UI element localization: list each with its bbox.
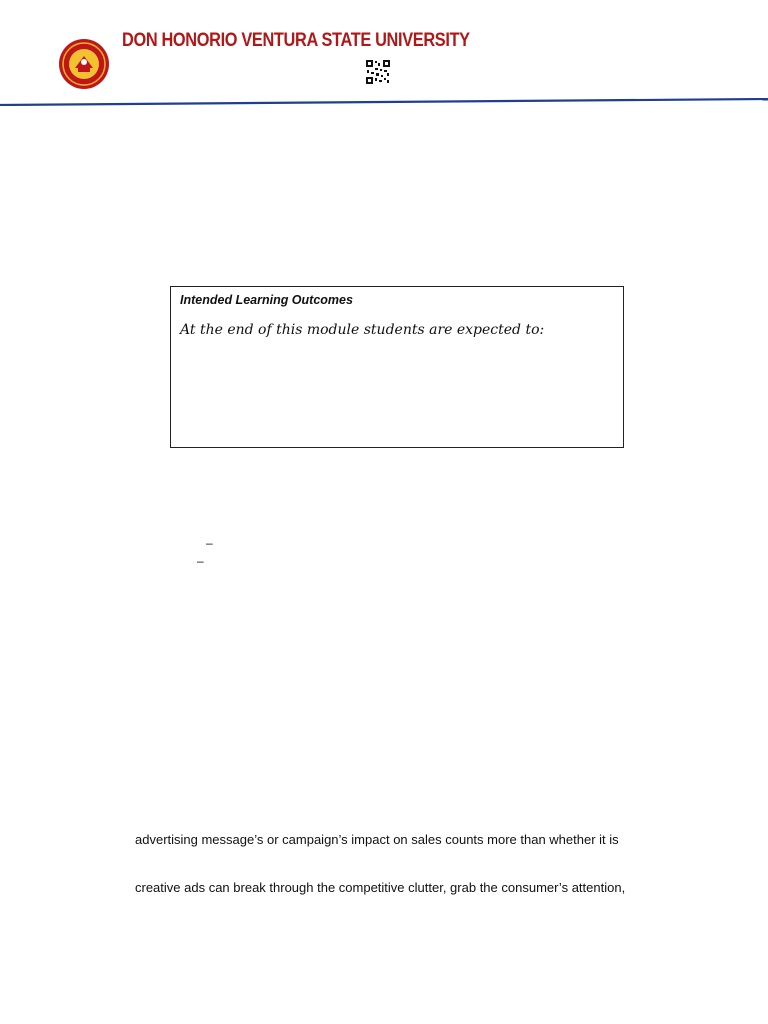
learning-outcomes-lead: At the end of this module students are expected to: [180, 322, 545, 338]
dash-mark: – [197, 554, 204, 568]
university-seal-icon [58, 38, 110, 90]
learning-outcomes-title: Intended Learning Outcomes [180, 293, 353, 307]
university-name: DON HONORIO VENTURA STATE UNIVERSITY [122, 30, 470, 51]
page-header [0, 0, 768, 110]
body-text-line: advertising message’s or campaign’s impact on sales counts more than whether it is [135, 832, 619, 847]
dash-mark: – [206, 536, 213, 550]
qr-code-icon [366, 60, 390, 84]
header-rule [0, 98, 768, 106]
body-text-line: creative ads can break through the competitive clutter, grab the consumer’s attention, [135, 880, 626, 895]
learning-outcomes-box [170, 286, 624, 448]
